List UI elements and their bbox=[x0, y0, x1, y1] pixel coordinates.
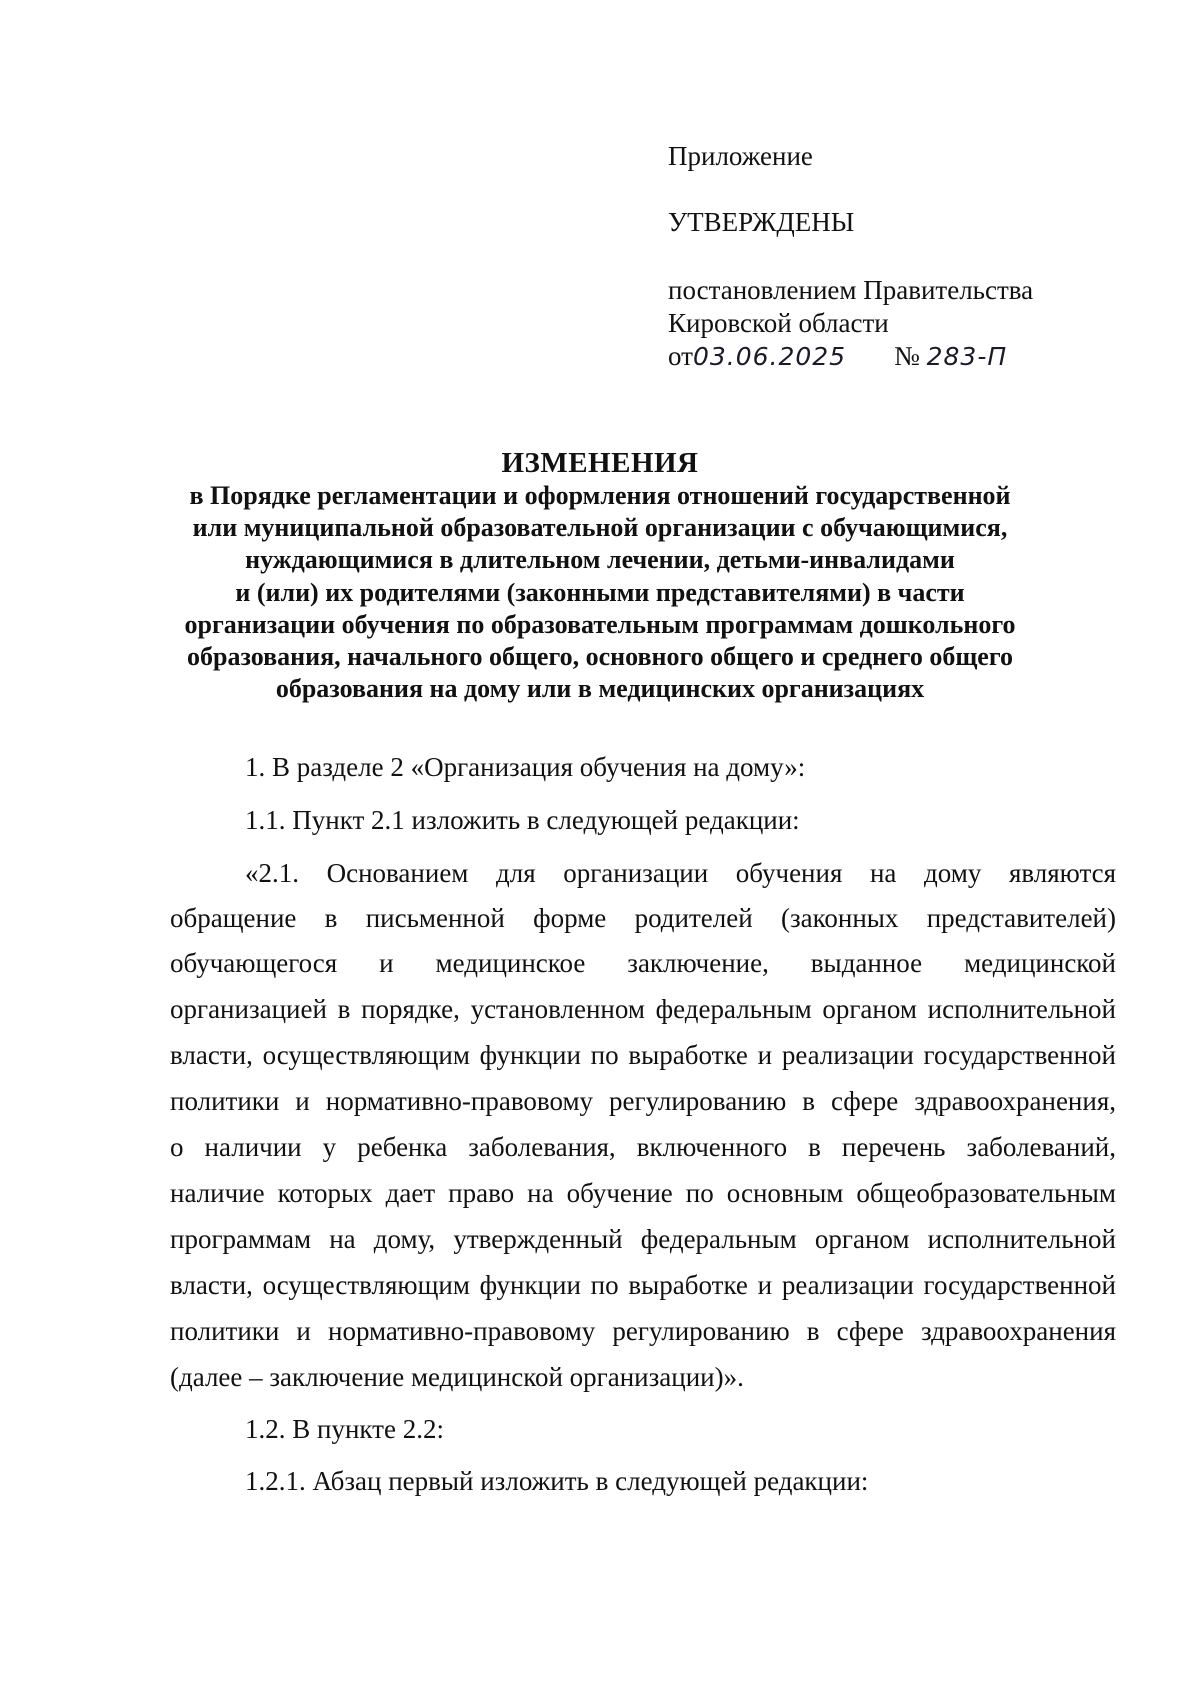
quote-line: обращение в письменной форме родителей (законных представителей) bbox=[170, 903, 1116, 933]
quote-line-last: (далее – заключение медицинской организации)». bbox=[170, 1362, 744, 1392]
quote-line: организацией в порядке, установленном федеральным органом исполнительной bbox=[170, 994, 1116, 1024]
date-prefix: от bbox=[668, 341, 693, 371]
decree-line-1: постановлением Правительства bbox=[668, 275, 1034, 305]
title-line: организации обучения по образовательным программам дошкольного bbox=[184, 609, 1016, 639]
quote-line: политики и нормативно-правовому регулированию в сфере здравоохранения, bbox=[170, 1086, 1116, 1116]
title-line: образования, начального общего, основного общего и среднего общего bbox=[187, 642, 1013, 672]
decree-date-number-line bbox=[668, 340, 1007, 373]
item-1: 1. В разделе 2 «Организация обучения на дому»: bbox=[245, 752, 806, 782]
quote-line: власти, осуществляющим функции по выработке и реализации государственной bbox=[170, 1270, 1116, 1300]
quote-line: политики и нормативно-правовому регулированию в сфере здравоохранения bbox=[170, 1316, 1116, 1346]
item-1-2: 1.2. В пункте 2.2: bbox=[245, 1414, 444, 1444]
approved-label: УТВЕРЖДЕНЫ bbox=[668, 207, 855, 237]
item-1-1: 1.1. Пункт 2.1 изложить в следующей редакции: bbox=[245, 805, 800, 835]
handwritten-date: 03.06.2025 bbox=[692, 342, 847, 371]
quote-line: о наличии у ребенка заболевания, включенного в перечень заболеваний, bbox=[170, 1132, 1116, 1162]
number-prefix: № bbox=[894, 341, 920, 371]
quote-line: обучающегося и медицинское заключение, выданное медицинской bbox=[170, 948, 1116, 978]
title-main: ИЗМЕНЕНИЯ bbox=[501, 447, 699, 479]
quote-line: власти, осуществляющим функции по выработке и реализации государственной bbox=[170, 1040, 1116, 1070]
title-line: или муниципальной образовательной организации с обучающимися, bbox=[192, 513, 1008, 543]
title-line: в Порядке регламентации и оформления отношений государственной bbox=[189, 481, 1011, 510]
item-1-2-1: 1.2.1. Абзац первый изложить в следующей редакции: bbox=[245, 1466, 869, 1496]
title-line: нуждающимися в длительном лечении, детьми-инвалидами bbox=[245, 545, 955, 575]
title-line: и (или) их родителями (законными представителями) в части bbox=[235, 577, 965, 607]
quote-line: наличие которых дает право на обучение по основным общеобразовательным bbox=[170, 1178, 1116, 1208]
quote-line: «2.1. Основанием для организации обучения на дому являются bbox=[245, 858, 1116, 888]
document-title bbox=[130, 446, 1070, 705]
handwritten-number: 283-П bbox=[926, 342, 1008, 371]
title-line: образования на дому или в медицинских организациях bbox=[275, 674, 925, 704]
quote-line: программам на дому, утвержденный федеральным органом исполнительной bbox=[170, 1224, 1116, 1254]
decree-line-2: Кировской области bbox=[668, 308, 889, 338]
appendix-label: Приложение bbox=[668, 141, 813, 171]
